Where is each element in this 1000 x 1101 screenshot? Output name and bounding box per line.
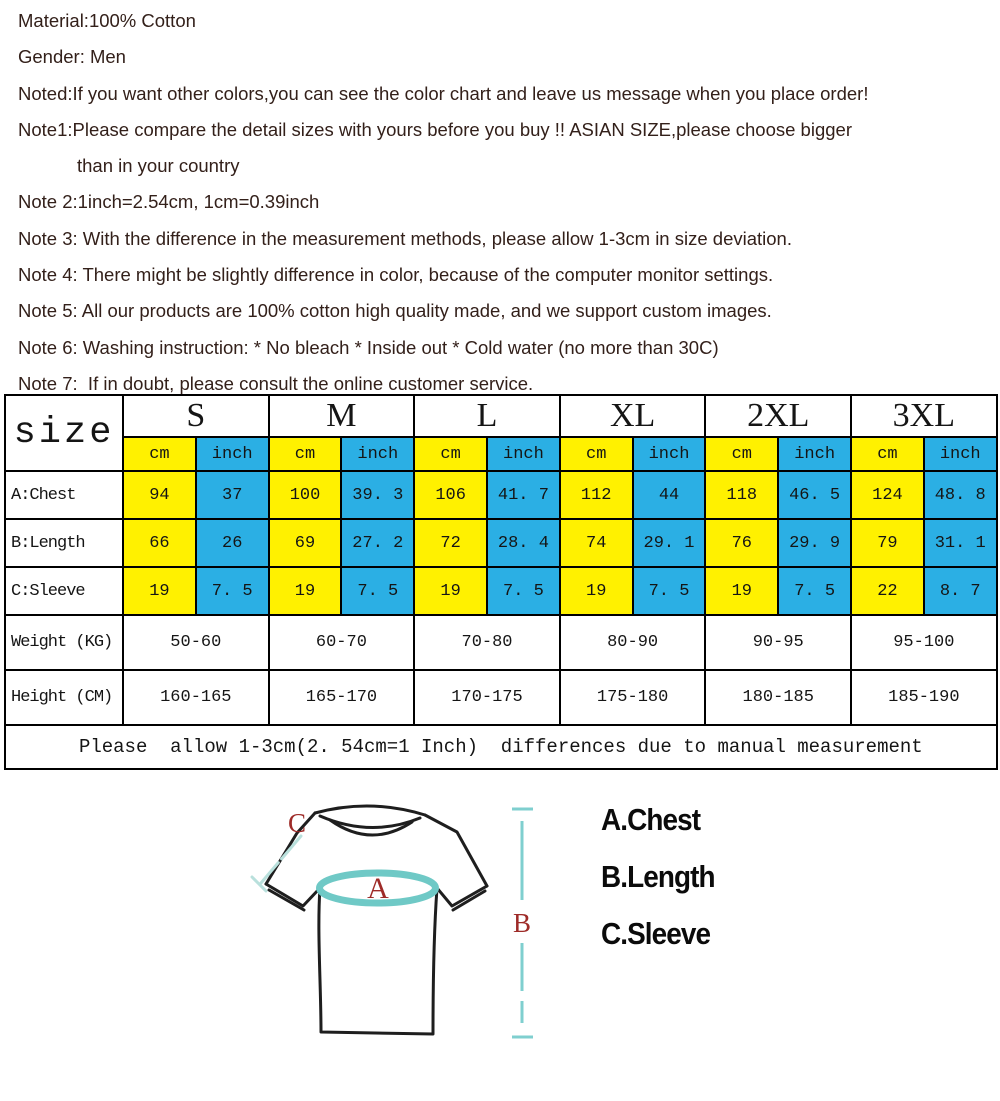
measure-row-2: [5, 567, 997, 615]
measure-row-0: [5, 471, 997, 519]
span-cell-0-2: 70-80: [414, 615, 560, 670]
cell-2-11: 8. 7: [924, 567, 997, 615]
note-line-0: Material:100% Cotton: [18, 10, 196, 31]
row-label-0: A:Chest: [5, 471, 123, 519]
measure-row-1: [5, 519, 997, 567]
unit-inch-3XL: inch: [924, 437, 997, 471]
measurement-diagram: [0, 790, 1000, 1090]
cell-2-5: 7. 5: [487, 567, 560, 615]
span-cell-1-5: 185-190: [851, 670, 997, 725]
cell-0-8: 118: [705, 471, 778, 519]
cell-1-8: 76: [705, 519, 778, 567]
label-a: A: [367, 872, 389, 905]
unit-inch-L: inch: [487, 437, 560, 471]
size-chart-table: [4, 394, 998, 770]
size-corner-label: size: [5, 395, 123, 471]
cell-2-10: 22: [851, 567, 924, 615]
row-label-1: B:Length: [5, 519, 123, 567]
table-footer-note: Please allow 1-3cm(2. 54cm=1 Inch) differences due to manual measurement: [5, 725, 997, 769]
cell-2-3: 7. 5: [341, 567, 414, 615]
note-line-5: Note 2:1inch=2.54cm, 1cm=0.39inch: [18, 191, 320, 213]
cell-0-6: 112: [560, 471, 633, 519]
span-cell-0-1: 60-70: [269, 615, 415, 670]
unit-inch-2XL: inch: [778, 437, 851, 471]
unit-cm-XL: cm: [560, 437, 633, 471]
unit-cm-S: cm: [123, 437, 196, 471]
note-line-9: Note 6: Washing instruction: * No bleach * Inside out * Cold water (no more than 30C): [18, 336, 719, 358]
unit-inch-M: inch: [341, 437, 414, 471]
cell-0-0: 94: [123, 471, 196, 519]
cell-0-1: 37: [196, 471, 269, 519]
unit-header-row: [5, 437, 997, 471]
span-row-0: [5, 615, 997, 670]
unit-cm-2XL: cm: [705, 437, 778, 471]
cell-2-0: 19: [123, 567, 196, 615]
span-row-label-1: Height (CM): [5, 670, 123, 725]
note-line-7: Note 4: There might be slightly difference in color, because of the computer monitor settings.: [18, 264, 774, 286]
legend-item-2: C.Sleeve: [601, 916, 711, 951]
unit-cm-M: cm: [269, 437, 342, 471]
note-line-3: Note1:Please compare the detail sizes with yours before you buy !! ASIAN SIZE,please choose bigger: [18, 118, 852, 140]
row-label-2: C:Sleeve: [5, 567, 123, 615]
cell-2-9: 7. 5: [778, 567, 851, 615]
table-footer-row: [5, 725, 997, 769]
cell-2-1: 7. 5: [196, 567, 269, 615]
note-line-8: Note 5: All our products are 100% cotton high quality made, and we support custom images.: [18, 300, 772, 322]
cell-1-0: 66: [123, 519, 196, 567]
cell-1-11: 31. 1: [924, 519, 997, 567]
cell-2-6: 19: [560, 567, 633, 615]
span-cell-1-4: 180-185: [705, 670, 851, 725]
sleeve-measure-line: [252, 836, 301, 891]
size-header-L: L: [414, 395, 560, 437]
size-header-XL: XL: [560, 395, 706, 437]
cell-0-4: 106: [414, 471, 487, 519]
cell-0-2: 100: [269, 471, 342, 519]
size-header-3XL: 3XL: [851, 395, 997, 437]
unit-inch-S: inch: [196, 437, 269, 471]
cell-0-7: 44: [633, 471, 706, 519]
cell-1-7: 29. 1: [633, 519, 706, 567]
cell-1-6: 74: [560, 519, 633, 567]
size-name-row: [5, 395, 997, 437]
cell-2-8: 19: [705, 567, 778, 615]
cell-0-5: 41. 7: [487, 471, 560, 519]
span-cell-1-3: 175-180: [560, 670, 706, 725]
cell-0-3: 39. 3: [341, 471, 414, 519]
unit-cm-L: cm: [414, 437, 487, 471]
span-cell-0-0: 50-60: [123, 615, 269, 670]
span-cell-1-2: 170-175: [414, 670, 560, 725]
note-line-2: Noted:If you want other colors,you can see the color chart and leave us message when you place order!: [18, 82, 869, 104]
cell-2-7: 7. 5: [633, 567, 706, 615]
cell-1-4: 72: [414, 519, 487, 567]
note-line-6: Note 3: With the difference in the measurement methods, please allow 1-3cm in size deviation.: [18, 227, 792, 249]
measurement-legend: [601, 802, 727, 973]
unit-cm-3XL: cm: [851, 437, 924, 471]
note-line-10: Note 7: If in doubt, please consult the online customer service.: [18, 372, 534, 394]
span-cell-0-4: 90-95: [705, 615, 851, 670]
note-line-4: than in your country: [77, 155, 240, 177]
cell-1-10: 79: [851, 519, 924, 567]
cell-1-5: 28. 4: [487, 519, 560, 567]
span-cell-0-5: 95-100: [851, 615, 997, 670]
label-b: B: [512, 908, 532, 938]
legend-item-0: A.Chest: [601, 802, 701, 837]
note-line-1: Gender: Men: [18, 46, 126, 68]
span-row-label-0: Weight (KG): [5, 615, 123, 670]
size-header-2XL: 2XL: [705, 395, 851, 437]
cell-0-9: 46. 5: [778, 471, 851, 519]
cell-2-4: 19: [414, 567, 487, 615]
legend-item-1: B.Length: [601, 859, 715, 894]
cell-1-3: 27. 2: [341, 519, 414, 567]
cell-0-10: 124: [851, 471, 924, 519]
cell-1-1: 26: [196, 519, 269, 567]
span-row-1: [5, 670, 997, 725]
span-cell-1-0: 160-165: [123, 670, 269, 725]
span-cell-0-3: 80-90: [560, 615, 706, 670]
cell-1-2: 69: [269, 519, 342, 567]
product-notes: [18, 8, 988, 407]
size-header-M: M: [269, 395, 415, 437]
unit-inch-XL: inch: [633, 437, 706, 471]
cell-1-9: 29. 9: [778, 519, 851, 567]
cell-0-11: 48. 8: [924, 471, 997, 519]
cell-2-2: 19: [269, 567, 342, 615]
span-cell-1-1: 165-170: [269, 670, 415, 725]
label-c: C: [287, 808, 307, 838]
size-header-S: S: [123, 395, 269, 437]
tshirt-measurement-drawing: [240, 790, 540, 1080]
